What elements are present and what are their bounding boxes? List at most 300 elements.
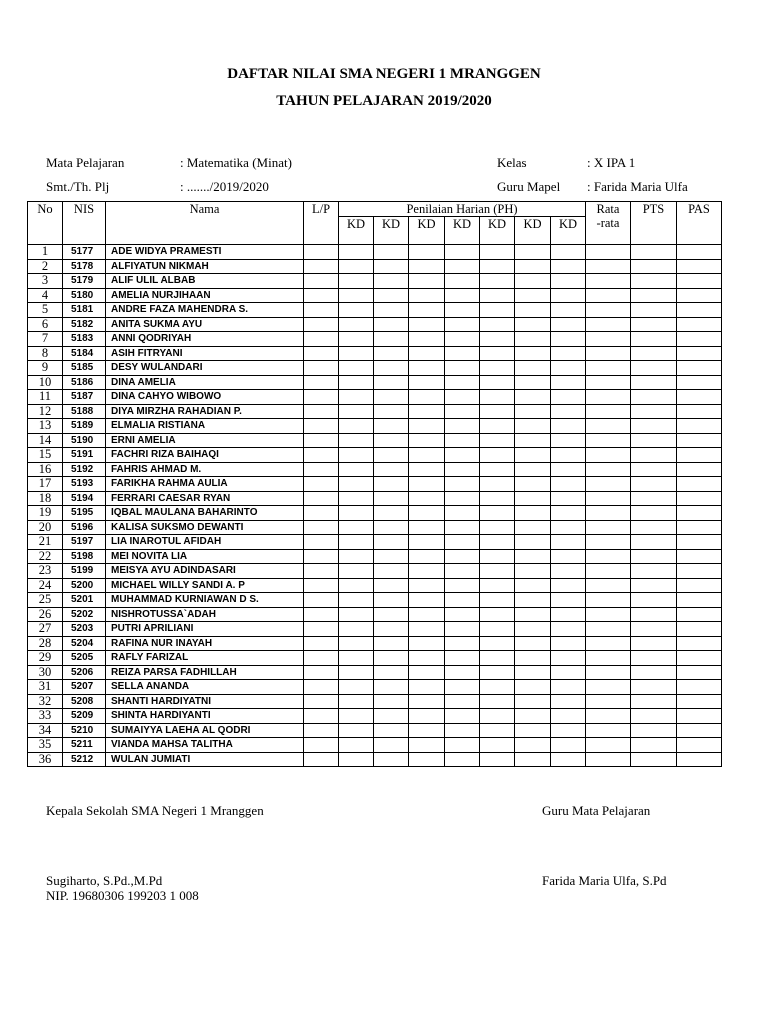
row-lp (304, 274, 339, 289)
row-kd (339, 709, 374, 724)
row-kd (551, 549, 586, 564)
row-kd (339, 694, 374, 709)
header-nis: NIS (63, 202, 106, 245)
row-kd (339, 317, 374, 332)
row-kd (445, 520, 480, 535)
row-nama: ERNI AMELIA (106, 433, 304, 448)
row-kd (515, 680, 551, 695)
row-kd (409, 738, 445, 753)
row-kd (339, 448, 374, 463)
row-kd (551, 578, 586, 593)
row-rata (586, 535, 631, 550)
row-kd (515, 259, 551, 274)
row-kd (339, 680, 374, 695)
row-kd (409, 361, 445, 376)
row-pts (631, 564, 677, 579)
table-row (28, 274, 722, 289)
row-no: 18 (28, 491, 63, 506)
row-lp (304, 607, 339, 622)
table-body (28, 245, 722, 767)
row-kd (480, 520, 515, 535)
header-penilaian-harian: Penilaian Harian (PH) (339, 202, 586, 217)
row-pts (631, 607, 677, 622)
row-no: 9 (28, 361, 63, 376)
row-kd (374, 651, 409, 666)
row-lp (304, 332, 339, 347)
row-nis: 5194 (63, 491, 106, 506)
row-kd (409, 477, 445, 492)
row-kd (515, 477, 551, 492)
row-kd (339, 535, 374, 550)
row-kd (480, 607, 515, 622)
row-pts (631, 723, 677, 738)
row-kd (515, 462, 551, 477)
row-kd (551, 303, 586, 318)
header-kd: KD (409, 217, 445, 245)
row-kd (551, 390, 586, 405)
row-pts (631, 593, 677, 608)
header-rata-rata (586, 202, 631, 245)
row-kd (445, 274, 480, 289)
row-pas (677, 636, 722, 651)
table-row (28, 491, 722, 506)
row-no: 5 (28, 303, 63, 318)
row-kd (480, 506, 515, 521)
row-pts (631, 361, 677, 376)
row-nama: FERRARI CAESAR RYAN (106, 491, 304, 506)
row-kd (480, 680, 515, 695)
row-kd (515, 723, 551, 738)
row-pts (631, 578, 677, 593)
row-rata (586, 607, 631, 622)
table-row (28, 332, 722, 347)
row-kd (480, 259, 515, 274)
row-kd (339, 361, 374, 376)
row-nis: 5200 (63, 578, 106, 593)
row-kd (480, 288, 515, 303)
header-kd: KD (515, 217, 551, 245)
row-kd (339, 477, 374, 492)
row-kd (515, 738, 551, 753)
row-kd (374, 288, 409, 303)
row-kd (409, 680, 445, 695)
row-lp (304, 680, 339, 695)
table-row (28, 549, 722, 564)
row-no: 29 (28, 651, 63, 666)
row-nama: ADE WIDYA PRAMESTI (106, 245, 304, 260)
row-kd (445, 317, 480, 332)
row-rata (586, 651, 631, 666)
row-kd (339, 564, 374, 579)
row-nama: FACHRI RIZA BAIHAQI (106, 448, 304, 463)
row-kd (339, 578, 374, 593)
row-kd (339, 723, 374, 738)
guru-name: Farida Maria Ulfa, S.Pd (542, 873, 667, 888)
row-kd (445, 506, 480, 521)
table-row (28, 375, 722, 390)
row-kd (515, 665, 551, 680)
row-lp (304, 622, 339, 637)
row-pts (631, 419, 677, 434)
row-no: 10 (28, 375, 63, 390)
row-kd (480, 361, 515, 376)
row-rata (586, 433, 631, 448)
row-kd (339, 303, 374, 318)
row-kd (515, 549, 551, 564)
row-kd (551, 665, 586, 680)
row-kd (551, 477, 586, 492)
row-pas (677, 520, 722, 535)
row-pas (677, 419, 722, 434)
row-pas (677, 506, 722, 521)
row-kd (339, 622, 374, 637)
row-nama: KALISA SUKSMO DEWANTI (106, 520, 304, 535)
row-lp (304, 752, 339, 767)
row-kd (480, 709, 515, 724)
row-kd (409, 491, 445, 506)
header-rata-line1: Rata (596, 202, 620, 216)
row-kd (339, 288, 374, 303)
row-kd (480, 274, 515, 289)
row-rata (586, 694, 631, 709)
row-kd (445, 564, 480, 579)
row-lp (304, 491, 339, 506)
row-kd (409, 346, 445, 361)
row-kd (480, 317, 515, 332)
row-pts (631, 346, 677, 361)
row-pas (677, 694, 722, 709)
row-kd (551, 651, 586, 666)
row-kd (409, 404, 445, 419)
row-kd (374, 375, 409, 390)
row-rata (586, 462, 631, 477)
row-kd (515, 390, 551, 405)
row-pts (631, 477, 677, 492)
row-kd (339, 636, 374, 651)
row-kd (515, 564, 551, 579)
row-nis: 5183 (63, 332, 106, 347)
row-kd (551, 506, 586, 521)
row-no: 25 (28, 593, 63, 608)
row-pts (631, 549, 677, 564)
row-kd (515, 535, 551, 550)
row-kd (515, 636, 551, 651)
row-pas (677, 477, 722, 492)
row-kd (374, 622, 409, 637)
row-no: 2 (28, 259, 63, 274)
row-pas (677, 535, 722, 550)
row-pts (631, 636, 677, 651)
row-kd (374, 433, 409, 448)
grade-table (27, 201, 722, 767)
row-pas (677, 622, 722, 637)
row-pas (677, 259, 722, 274)
row-nama: RAFLY FARIZAL (106, 651, 304, 666)
row-nama: MEISYA AYU ADINDASARI (106, 564, 304, 579)
header-kd: KD (551, 217, 586, 245)
row-pas (677, 274, 722, 289)
row-kd (480, 665, 515, 680)
row-kd (374, 520, 409, 535)
row-kd (445, 622, 480, 637)
row-lp (304, 448, 339, 463)
table-row (28, 636, 722, 651)
row-kd (480, 535, 515, 550)
row-kd (374, 477, 409, 492)
row-nama: ALFIYATUN NIKMAH (106, 259, 304, 274)
row-rata (586, 709, 631, 724)
row-kd (445, 680, 480, 695)
row-kd (551, 462, 586, 477)
row-kd (409, 390, 445, 405)
row-pts (631, 651, 677, 666)
row-kd (409, 622, 445, 637)
row-no: 36 (28, 752, 63, 767)
row-pas (677, 462, 722, 477)
row-lp (304, 361, 339, 376)
row-kd (374, 636, 409, 651)
row-kd (339, 651, 374, 666)
row-kd (515, 433, 551, 448)
row-kd (445, 419, 480, 434)
row-lp (304, 259, 339, 274)
row-no: 27 (28, 622, 63, 637)
row-kd (339, 433, 374, 448)
row-nis: 5198 (63, 549, 106, 564)
semester-value: : ......./2019/2020 (180, 179, 269, 194)
row-rata (586, 346, 631, 361)
row-no: 19 (28, 506, 63, 521)
row-pas (677, 448, 722, 463)
row-pts (631, 680, 677, 695)
row-kd (551, 607, 586, 622)
row-kd (515, 346, 551, 361)
row-lp (304, 390, 339, 405)
row-pts (631, 520, 677, 535)
row-kd (480, 651, 515, 666)
row-kd (409, 288, 445, 303)
row-kd (480, 738, 515, 753)
row-nis: 5199 (63, 564, 106, 579)
row-kd (409, 259, 445, 274)
row-kd (515, 622, 551, 637)
row-no: 30 (28, 665, 63, 680)
row-lp (304, 651, 339, 666)
row-nis: 5187 (63, 390, 106, 405)
row-kd (339, 390, 374, 405)
row-no: 15 (28, 448, 63, 463)
row-nama: DESY WULANDARI (106, 361, 304, 376)
row-kd (409, 462, 445, 477)
row-pas (677, 578, 722, 593)
row-kd (445, 593, 480, 608)
row-kd (551, 332, 586, 347)
row-no: 35 (28, 738, 63, 753)
row-pts (631, 404, 677, 419)
row-kd (339, 593, 374, 608)
row-nis: 5186 (63, 375, 106, 390)
row-kd (339, 607, 374, 622)
row-no: 23 (28, 564, 63, 579)
row-kd (551, 752, 586, 767)
row-rata (586, 636, 631, 651)
kelas-label: Kelas (497, 155, 527, 170)
row-nama: WULAN JUMIATI (106, 752, 304, 767)
row-kd (409, 506, 445, 521)
row-pts (631, 332, 677, 347)
row-kd (445, 303, 480, 318)
row-kd (445, 636, 480, 651)
row-nis: 5211 (63, 738, 106, 753)
row-kd (445, 346, 480, 361)
row-kd (374, 303, 409, 318)
row-kd (374, 404, 409, 419)
header-no: No (28, 202, 63, 245)
row-kd (339, 245, 374, 260)
row-kd (515, 448, 551, 463)
row-kd (409, 245, 445, 260)
row-pas (677, 332, 722, 347)
row-lp (304, 738, 339, 753)
row-no: 16 (28, 462, 63, 477)
row-nis: 5182 (63, 317, 106, 332)
table-row (28, 535, 722, 550)
row-kd (445, 709, 480, 724)
row-kd (551, 375, 586, 390)
document-subtitle: TAHUN PELAJARAN 2019/2020 (276, 93, 492, 109)
table-row (28, 520, 722, 535)
row-kd (551, 680, 586, 695)
row-kd (374, 448, 409, 463)
header-pts: PTS (631, 202, 677, 245)
row-kd (339, 332, 374, 347)
row-kd (551, 520, 586, 535)
row-no: 21 (28, 535, 63, 550)
row-rata (586, 578, 631, 593)
row-pas (677, 607, 722, 622)
row-kd (515, 375, 551, 390)
row-kd (374, 245, 409, 260)
row-kd (480, 723, 515, 738)
row-kd (445, 491, 480, 506)
row-no: 6 (28, 317, 63, 332)
row-kd (445, 549, 480, 564)
row-pas (677, 375, 722, 390)
row-kd (480, 303, 515, 318)
table-row (28, 259, 722, 274)
row-kd (409, 593, 445, 608)
row-nama: DIYA MIRZHA RAHADIAN P. (106, 404, 304, 419)
row-kd (409, 535, 445, 550)
row-rata (586, 259, 631, 274)
row-kd (409, 433, 445, 448)
row-kd (409, 578, 445, 593)
row-no: 17 (28, 477, 63, 492)
table-row (28, 723, 722, 738)
row-kd (409, 564, 445, 579)
row-nama: ANITA SUKMA AYU (106, 317, 304, 332)
row-nis: 5189 (63, 419, 106, 434)
table-row (28, 346, 722, 361)
row-lp (304, 433, 339, 448)
kelas-value: : X IPA 1 (587, 155, 636, 170)
row-kd (409, 636, 445, 651)
row-kd (409, 317, 445, 332)
row-kd (515, 651, 551, 666)
row-lp (304, 477, 339, 492)
row-kd (515, 607, 551, 622)
row-rata (586, 738, 631, 753)
row-no: 8 (28, 346, 63, 361)
table-row (28, 404, 722, 419)
row-kd (374, 535, 409, 550)
table-row (28, 694, 722, 709)
row-kd (374, 274, 409, 289)
row-pts (631, 622, 677, 637)
row-pts (631, 433, 677, 448)
row-nis: 5201 (63, 593, 106, 608)
row-rata (586, 404, 631, 419)
row-nama: LIA INAROTUL AFIDAH (106, 535, 304, 550)
row-lp (304, 520, 339, 535)
row-kd (515, 752, 551, 767)
row-kd (480, 404, 515, 419)
row-nama: DINA AMELIA (106, 375, 304, 390)
row-rata (586, 317, 631, 332)
row-nama: AMELIA NURJIHAAN (106, 288, 304, 303)
row-kd (445, 259, 480, 274)
row-pts (631, 738, 677, 753)
row-nama: VIANDA MAHSA TALITHA (106, 738, 304, 753)
row-kd (374, 694, 409, 709)
table-row (28, 709, 722, 724)
row-lp (304, 245, 339, 260)
row-pas (677, 549, 722, 564)
row-kd (480, 564, 515, 579)
row-kd (339, 549, 374, 564)
table-row (28, 593, 722, 608)
table-row (28, 622, 722, 637)
row-kd (339, 520, 374, 535)
row-nama: IQBAL MAULANA BAHARINTO (106, 506, 304, 521)
row-pts (631, 274, 677, 289)
row-rata (586, 723, 631, 738)
row-kd (480, 375, 515, 390)
row-kd (480, 332, 515, 347)
row-lp (304, 346, 339, 361)
row-nama: FAHRIS AHMAD M. (106, 462, 304, 477)
row-nama: RAFINA NUR INAYAH (106, 636, 304, 651)
table-row (28, 462, 722, 477)
row-pas (677, 433, 722, 448)
row-pts (631, 317, 677, 332)
row-kd (374, 317, 409, 332)
row-nis: 5208 (63, 694, 106, 709)
row-kd (551, 491, 586, 506)
row-kd (374, 593, 409, 608)
row-kd (445, 723, 480, 738)
guru-mapel-value: : Farida Maria Ulfa (587, 179, 688, 194)
row-rata (586, 332, 631, 347)
row-kd (339, 404, 374, 419)
row-lp (304, 578, 339, 593)
row-nama: FARIKHA RAHMA AULIA (106, 477, 304, 492)
table-row (28, 317, 722, 332)
table-row (28, 665, 722, 680)
guru-mapel-label: Guru Mapel (497, 179, 561, 194)
row-pas (677, 491, 722, 506)
row-no: 33 (28, 709, 63, 724)
